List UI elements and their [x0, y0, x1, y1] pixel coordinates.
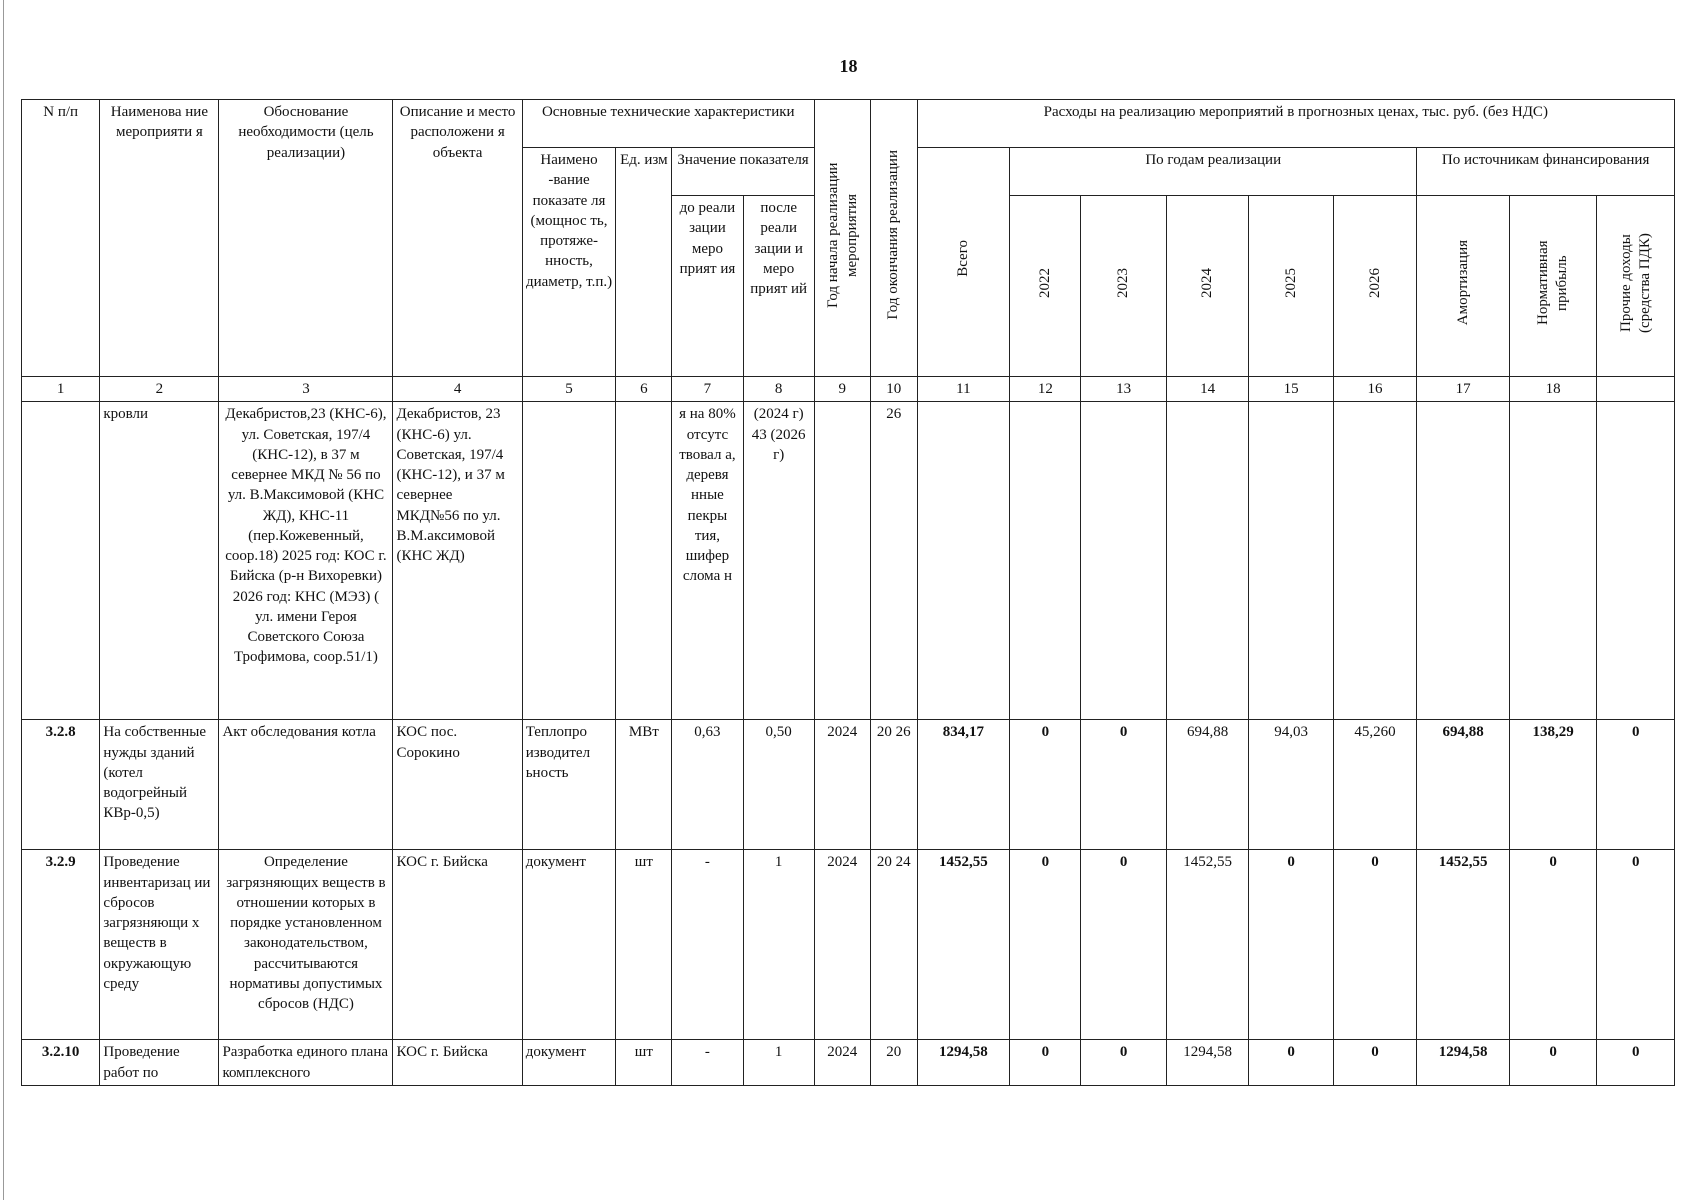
cell-after: 1 [743, 1040, 814, 1086]
cell-2022: 0 [1010, 1040, 1081, 1086]
cell-2026 [1333, 402, 1416, 720]
header-by-years: По годам реализации [1010, 148, 1417, 196]
col-num: 8 [743, 377, 814, 402]
header-year-2026 [1333, 196, 1416, 377]
header-year-start-text: Год начала реализации мероприятия [824, 162, 860, 308]
col-num: 14 [1166, 377, 1248, 402]
cell-2024 [1166, 402, 1248, 720]
cell-2025: 0 [1249, 850, 1333, 1040]
header-row-1 [22, 100, 1675, 148]
header-year-2023 [1081, 196, 1166, 377]
header-year-end [870, 100, 917, 377]
cell-tech-name: документ [522, 850, 616, 1040]
cell-profit: 138,29 [1509, 720, 1597, 850]
header-year-2023-text: 2023 [1115, 267, 1132, 298]
cell-unit [616, 402, 672, 720]
cell-tech-name [522, 402, 616, 720]
cell-reason: Акт обследования котла [219, 720, 393, 850]
col-num: 4 [393, 377, 522, 402]
cell-name: Проведение работ по [100, 1040, 219, 1086]
cell-tech-name: документ [522, 1040, 616, 1086]
cell-other: 0 [1597, 720, 1675, 850]
header-source-profit [1509, 196, 1597, 377]
cell-2024: 694,88 [1166, 720, 1248, 850]
cell-year-start: 2024 [814, 1040, 870, 1086]
col-num: 7 [672, 377, 743, 402]
header-source-other [1597, 196, 1675, 377]
cell-other: 0 [1597, 850, 1675, 1040]
cell-after: 0,50 [743, 720, 814, 850]
header-value-group: Значение показателя [672, 148, 815, 196]
cell-2025: 0 [1249, 1040, 1333, 1086]
cell-unit: шт [616, 1040, 672, 1086]
header-tech-group: Основные технические характеристики [522, 100, 814, 148]
cell-other [1597, 402, 1675, 720]
cell-amort: 1452,55 [1417, 850, 1510, 1040]
cell-2024: 1452,55 [1166, 850, 1248, 1040]
header-year-2024-text: 2024 [1199, 267, 1216, 298]
cell-total [917, 402, 1010, 720]
cell-before: 0,63 [672, 720, 743, 850]
cell-before: - [672, 1040, 743, 1086]
header-source-other-text: Прочие доходы (средства ПДК) [1617, 232, 1653, 333]
page-edge-line [3, 0, 4, 1200]
col-num: 11 [917, 377, 1010, 402]
column-number-row [22, 377, 1675, 402]
cell-2022: 0 [1010, 720, 1081, 850]
col-num: 1 [22, 377, 100, 402]
cell-2023: 0 [1081, 850, 1166, 1040]
cell-profit: 0 [1509, 1040, 1597, 1086]
cell-reason: Декабристов,23 (КНС-6), ул. Советская, 197/4 (КНС-12), в 37 м севернее МКД № 56 по ул. В.Максимовой (КНС ЖД), КНС-11 (пер.Кожевенный, соор.18) 2025 год: КОС г. Бийска (р-н Вихоревки) 2026 год: КНС (МЭЗ) ( ул. имени Героя Советского Союза Трофимова, соор.51/1) [219, 402, 393, 720]
col-num: 9 [814, 377, 870, 402]
table-row [22, 720, 1675, 850]
col-num: 15 [1249, 377, 1333, 402]
col-num [1597, 377, 1675, 402]
header-costs-group: Расходы на реализацию мероприятий в прогнозных ценах, тыс. руб. (без НДС) [917, 100, 1674, 148]
cell-other: 0 [1597, 1040, 1675, 1086]
header-value-after: после реали зации и меро прият ий [743, 196, 814, 377]
header-tech-name: Наимено -вание показате ля (мощнос ть, протяже- нность, диаметр, т.п.) [522, 148, 616, 377]
cell-n: 3.2.10 [22, 1040, 100, 1086]
cell-profit: 0 [1509, 850, 1597, 1040]
cell-year-end: 26 [870, 402, 917, 720]
cell-2022: 0 [1010, 850, 1081, 1040]
cell-description: КОС пос. Сорокино [393, 720, 522, 850]
col-num: 16 [1333, 377, 1416, 402]
page-number: 18 [839, 56, 858, 76]
table-row [22, 1040, 1675, 1086]
header-unit: Ед. изм [616, 148, 672, 377]
cell-name: На собственные нужды зданий (котел водогрейный КВр-0,5) [100, 720, 219, 850]
cell-total: 834,17 [917, 720, 1010, 850]
cell-amort: 694,88 [1417, 720, 1510, 850]
header-total [917, 148, 1010, 377]
cell-profit [1509, 402, 1597, 720]
cell-total: 1294,58 [917, 1040, 1010, 1086]
cell-year-end: 20 26 [870, 720, 917, 850]
header-value-before: до реали зации меро прият ия [672, 196, 743, 377]
cell-year-start: 2024 [814, 720, 870, 850]
cell-name: Проведение инвентаризац ии сбросов загрязняющи х веществ в окружающую среду [100, 850, 219, 1040]
cell-2025: 94,03 [1249, 720, 1333, 850]
col-num: 17 [1417, 377, 1510, 402]
cell-after: (2024 г) 43 (2026 г) [743, 402, 814, 720]
cell-before: - [672, 850, 743, 1040]
cell-2023: 0 [1081, 720, 1166, 850]
header-total-text: Всего [955, 240, 972, 278]
cell-2026: 45,260 [1333, 720, 1416, 850]
cell-amort: 1294,58 [1417, 1040, 1510, 1086]
header-name: Наименова ние мероприяти я [100, 100, 219, 377]
cell-before: я на 80% отсутс твовал а, деревя нные пекры тия, шифер слома н [672, 402, 743, 720]
header-year-2026-text: 2026 [1366, 267, 1383, 298]
header-source-profit-text: Нормативная прибыль [1535, 240, 1571, 326]
header-year-2022 [1010, 196, 1081, 377]
cell-year-start: 2024 [814, 850, 870, 1040]
header-year-2024 [1166, 196, 1248, 377]
table-row [22, 402, 1675, 720]
header-n: N п/п [22, 100, 100, 377]
header-source-amort-text: Амортизация [1454, 240, 1471, 326]
cell-2024: 1294,58 [1166, 1040, 1248, 1086]
cell-n: 3.2.9 [22, 850, 100, 1040]
header-year-end-text: Год окончания реализации [885, 150, 902, 320]
cell-total: 1452,55 [917, 850, 1010, 1040]
cell-2025 [1249, 402, 1333, 720]
cell-year-end: 20 24 [870, 850, 917, 1040]
investment-table [21, 99, 1675, 1086]
cell-2022 [1010, 402, 1081, 720]
cell-unit: МВт [616, 720, 672, 850]
cell-2026: 0 [1333, 1040, 1416, 1086]
cell-amort [1417, 402, 1510, 720]
col-num: 10 [870, 377, 917, 402]
header-year-start [814, 100, 870, 377]
col-num: 2 [100, 377, 219, 402]
col-num: 5 [522, 377, 616, 402]
cell-reason: Разработка единого плана комплексного [219, 1040, 393, 1086]
cell-reason: Определение загрязняющих веществ в отношении которых в порядке установленном законодательством, рассчитываются нормативы допустимых сбросов (НДС) [219, 850, 393, 1040]
cell-n: 3.2.8 [22, 720, 100, 850]
header-year-2025-text: 2025 [1282, 267, 1299, 298]
cell-name: кровли [100, 402, 219, 720]
header-reason: Обоснование необходимости (цель реализации) [219, 100, 393, 377]
cell-unit: шт [616, 850, 672, 1040]
col-num: 3 [219, 377, 393, 402]
cell-n [22, 402, 100, 720]
cell-description: Декабристов, 23 (КНС-6) ул. Советская, 197/4 (КНС-12), и 37 м севернее МКД№56 по ул. В.М.аксимовой (КНС ЖД) [393, 402, 522, 720]
cell-description: КОС г. Бийска [393, 850, 522, 1040]
col-num: 18 [1509, 377, 1597, 402]
header-by-sources: По источникам финансирования [1417, 148, 1675, 196]
col-num: 12 [1010, 377, 1081, 402]
header-year-2025 [1249, 196, 1333, 377]
cell-2023 [1081, 402, 1166, 720]
header-description: Описание и место расположени я объекта [393, 100, 522, 377]
table-row [22, 850, 1675, 1040]
cell-year-end: 20 [870, 1040, 917, 1086]
cell-year-start [814, 402, 870, 720]
col-num: 6 [616, 377, 672, 402]
cell-2026: 0 [1333, 850, 1416, 1040]
cell-2023: 0 [1081, 1040, 1166, 1086]
col-num: 13 [1081, 377, 1166, 402]
cell-description: КОС г. Бийска [393, 1040, 522, 1086]
header-year-2022-text: 2022 [1036, 267, 1053, 298]
cell-after: 1 [743, 850, 814, 1040]
cell-tech-name: Теплопро изводител ьность [522, 720, 616, 850]
header-source-amort [1417, 196, 1510, 377]
